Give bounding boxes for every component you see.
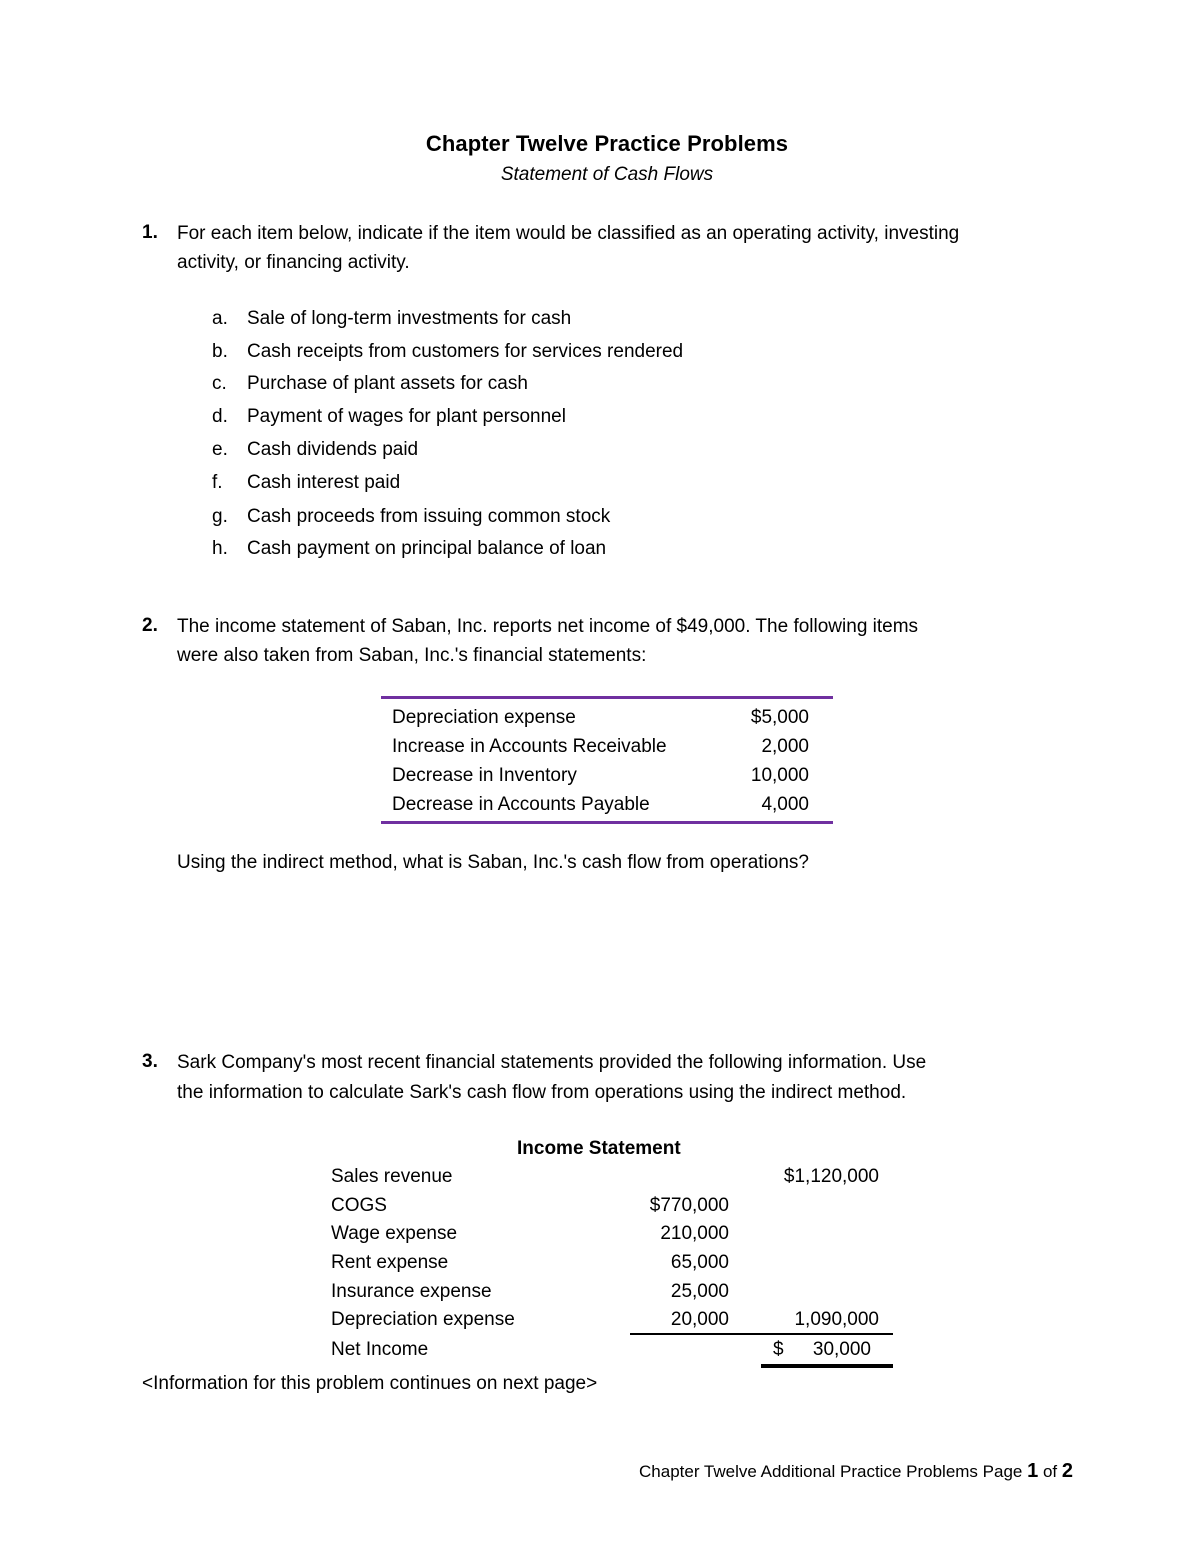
table-cell-label: Decrease in Accounts Payable (392, 794, 650, 815)
table-row (331, 1223, 893, 1252)
table-cell-label: Depreciation expense (392, 707, 576, 728)
problem-text-line: were also taken from Saban, Inc.'s financial statements: (177, 645, 647, 666)
footer-of: of (1042, 1462, 1058, 1481)
list-item-letter: a. (212, 308, 228, 329)
table-row (331, 1195, 893, 1224)
list-item: Cash dividends paid (247, 439, 419, 460)
income-statement-heading: Income Statement (517, 1138, 681, 1159)
list-item-letter: b. (212, 341, 228, 362)
list-item-letter: f. (212, 472, 223, 493)
list-item: Payment of wages for plant personnel (247, 406, 566, 427)
list-item: Cash interest paid (247, 472, 401, 493)
table-cell-value: $770,000 (649, 1195, 729, 1216)
list-item-letter: g. (212, 506, 228, 527)
list-item: Cash proceeds from issuing common stock (247, 506, 611, 527)
table-cell-label: Sales revenue (331, 1166, 453, 1187)
list-item: Purchase of plant assets for cash (247, 373, 528, 394)
table-row (381, 790, 833, 819)
table-cell-value: 4,000 (761, 794, 809, 815)
problem-number: 3. (142, 1051, 158, 1072)
page-number: 1 (1027, 1460, 1039, 1482)
document-title: Chapter Twelve Practice Problems (425, 131, 789, 156)
table-row (381, 703, 833, 732)
total-double-underline (761, 1364, 893, 1368)
list-item-letter: e. (212, 439, 228, 460)
list-item-letter: c. (212, 373, 227, 394)
document-subtitle: Statement of Cash Flows (500, 164, 714, 185)
table-cell-value: 2,000 (761, 736, 809, 757)
table-cell-label: Depreciation expense (331, 1309, 515, 1330)
problem-text-line: For each item below, indicate if the item would be classified as an operating activity, investing (177, 223, 960, 244)
table-cell-label: Increase in Accounts Receivable (392, 736, 667, 757)
list-item: Cash receipts from customers for services rendered (247, 341, 684, 362)
adjustments-table (381, 696, 833, 824)
list-item: Sale of long-term investments for cash (247, 308, 572, 329)
page-footer (639, 1460, 1073, 1483)
problem-text-line: The income statement of Saban, Inc. reports net income of $49,000. The following items (177, 616, 919, 637)
table-cell-label: Wage expense (331, 1223, 458, 1244)
table-row (381, 761, 833, 790)
table-cell-value: 65,000 (670, 1252, 729, 1273)
problem-number: 2. (142, 615, 158, 636)
table-cell-value: 20,000 (670, 1309, 729, 1330)
table-cell-total: $1,120,000 (783, 1166, 879, 1187)
problem-text-line: the information to calculate Sark's cash flow from operations using the indirect method. (177, 1082, 907, 1103)
table-cell-label: Rent expense (331, 1252, 449, 1273)
table-cell-value: 210,000 (660, 1223, 729, 1244)
table-cell-label: Insurance expense (331, 1281, 492, 1302)
footer-text: Chapter Twelve Additional Practice Problems Page (639, 1462, 1023, 1481)
list-item-letter: d. (212, 406, 228, 427)
subtotal-underline (630, 1333, 893, 1335)
problem-question: Using the indirect method, what is Saban, Inc.'s cash flow from operations? (177, 852, 810, 873)
dollar-sign: $ (773, 1339, 784, 1360)
table-row (331, 1252, 893, 1281)
table-cell-value: 25,000 (670, 1281, 729, 1302)
problem-text-line: Sark Company's most recent financial statements provided the following information. Use (177, 1052, 927, 1073)
problem-number: 1. (142, 222, 158, 243)
problem-text-line: activity, or financing activity. (177, 252, 410, 273)
table-row (381, 732, 833, 761)
table-cell-label: Net Income (331, 1339, 429, 1360)
list-item-letter: h. (212, 538, 228, 559)
table-cell-label: COGS (331, 1195, 387, 1216)
table-row (331, 1281, 893, 1310)
table-cell-value: $5,000 (750, 707, 809, 728)
table-row (331, 1166, 893, 1195)
net-income-value: 30,000 (812, 1339, 871, 1360)
list-item: Cash payment on principal balance of loan (247, 538, 607, 559)
table-cell-label: Decrease in Inventory (392, 765, 577, 786)
page-total: 2 (1061, 1460, 1073, 1482)
table-cell-total: 1,090,000 (794, 1309, 879, 1330)
table-cell-value: 10,000 (750, 765, 809, 786)
continuation-note: <Information for this problem continues on next page> (142, 1373, 598, 1394)
